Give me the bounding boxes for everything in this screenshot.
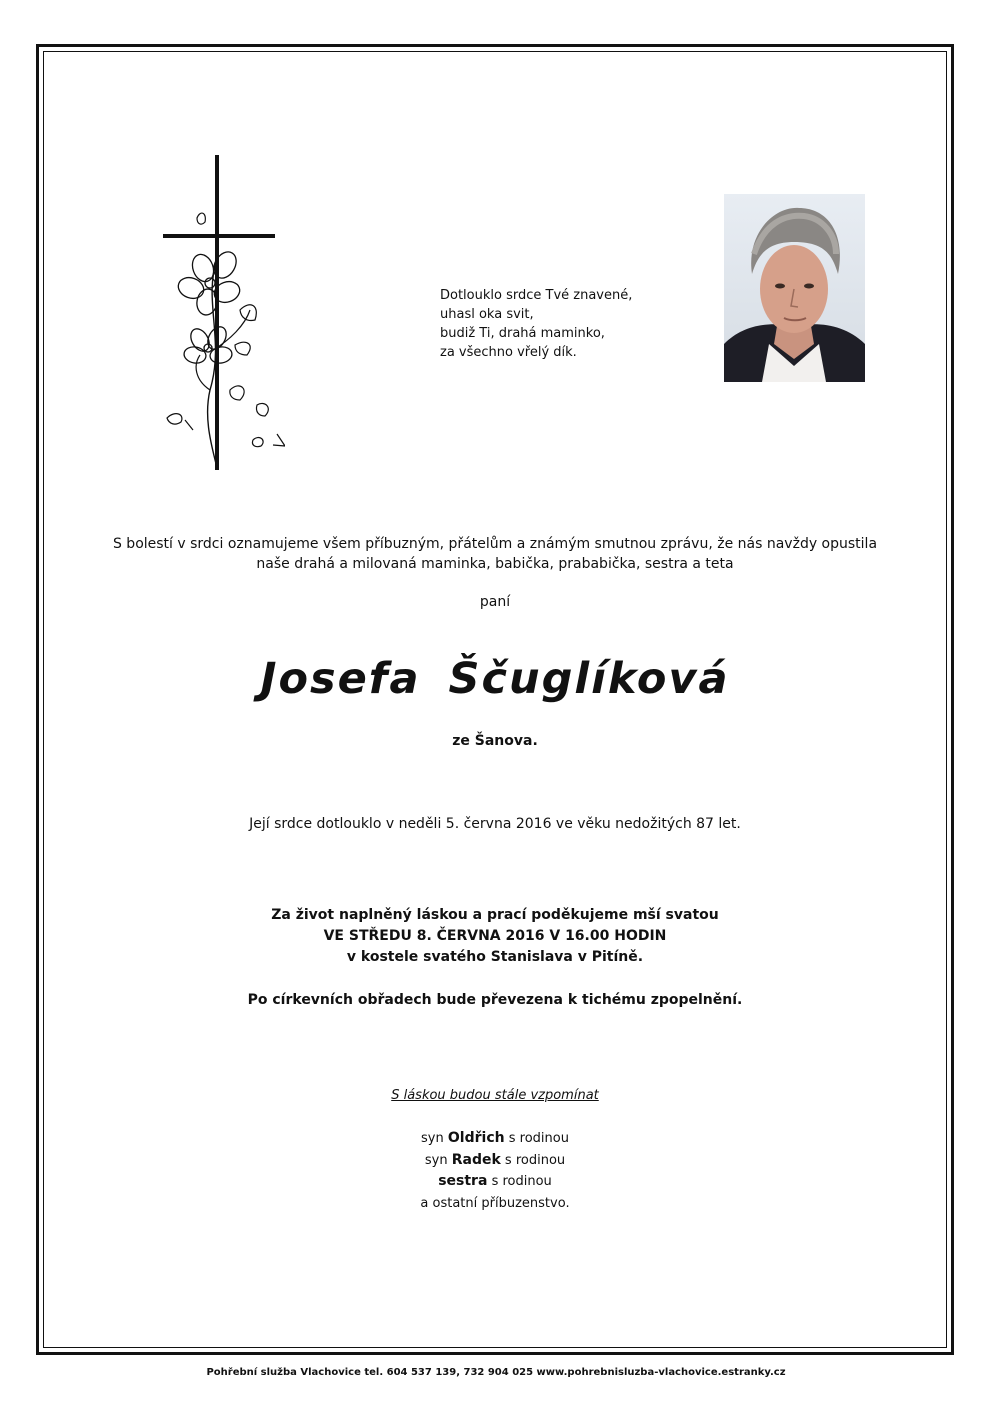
remembrance-heading: S láskou budou stále vzpomínat (391, 1088, 599, 1103)
mourner-line (43, 1193, 947, 1215)
mourner-suffix: s rodinou (508, 1131, 569, 1146)
poem-line: budiž Ti, drahá maminko, (440, 326, 605, 341)
mourner-prefix: a ostatní příbuzenstvo. (420, 1195, 570, 1211)
announcement-line: naše drahá a milovaná maminka, babička, prababička, sestra a teta (256, 556, 734, 572)
ceremony-line: v kostele svatého Stanislava v Pitíně. (346, 949, 644, 965)
mourner-name: Radek (451, 1151, 501, 1168)
mourner-line (43, 1171, 947, 1193)
mourners-list (43, 1128, 947, 1214)
last-name: Ščuglíková (448, 654, 730, 704)
footer: Pohřební služba Vlachovice tel. 604 537 139, 732 904 025 www.pohrebnisluzba-vlachovice.estranky.cz (206, 1367, 786, 1378)
first-name: Josefa (260, 654, 421, 704)
death-notice: Její srdce dotlouklo v neděli 5. června 2016 ve věku nedožitých 87 let. (249, 816, 741, 832)
poem-line: za všechno vřelý dík. (440, 345, 577, 360)
cremation-notice: Po církevních obřadech bude převezena k tichému zpopelnění. (247, 992, 743, 1008)
mourner-suffix: s rodinou (504, 1152, 566, 1168)
poem-line: Dotlouklo srdce Tvé znavené, (440, 288, 633, 303)
mourner-line (43, 1128, 947, 1150)
cross-with-flowers-icon (155, 150, 285, 475)
mourner-name: sestra (438, 1173, 488, 1189)
ceremony-line: VE STŘEDU 8. ČERVNA 2016 V 16.00 HODIN (323, 928, 667, 944)
mourner-prefix: syn (424, 1152, 448, 1168)
poem (440, 286, 632, 362)
announcement (43, 534, 947, 574)
announcement-line: S bolestí v srdci oznamujeme všem příbuzným, přátelům a známým smutnou zprávu, že nás navždy opustila (112, 536, 878, 552)
salutation: paní (479, 594, 511, 610)
mourner-prefix: syn (421, 1131, 444, 1146)
portrait-photo (724, 194, 865, 382)
deceased-name (43, 654, 947, 704)
mourner-name: Oldřich (447, 1130, 505, 1146)
mourner-line (43, 1150, 947, 1172)
mourner-suffix: s rodinou (491, 1174, 552, 1189)
origin: ze Šanova. (452, 733, 538, 749)
ceremony-info (43, 905, 947, 968)
ceremony-line: Za život naplněný láskou a prací poděkujeme mší svatou (271, 907, 719, 923)
poem-line: uhasl oka svit, (440, 307, 534, 322)
